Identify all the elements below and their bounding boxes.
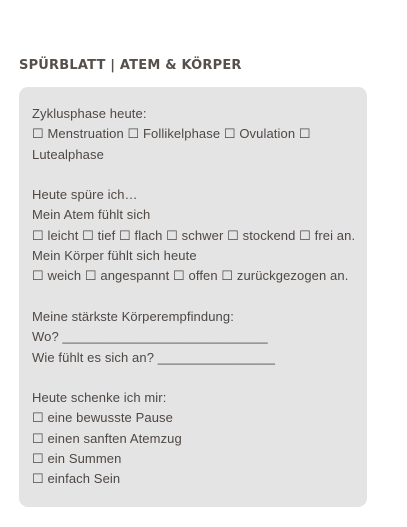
sheet-title: SPÜRBLATT | ATEM & KÖRPER (19, 58, 242, 73)
cycle-phase-label: Zyklusphase heute: (32, 106, 147, 121)
breath-options: ☐ leicht ☐ tief ☐ flach ☐ schwer ☐ stockend ☐ frei an. (32, 227, 356, 243)
spacer (32, 165, 355, 185)
gift-option-hum: ☐ ein Summen (32, 451, 122, 467)
cycle-phase-options: ☐ Menstruation ☐ Follikelphase ☐ Ovulation ☐ (32, 126, 311, 142)
gift-option-breath: ☐ einen sanften Atemzug (32, 430, 182, 446)
body-label: Mein Körper fühlt sich heute (32, 248, 197, 264)
gift-option-being: ☐ einfach Sein (32, 471, 121, 487)
body-options: ☐ weich ☐ angespannt ☐ offen ☐ zurückgezogen an. (32, 268, 349, 284)
gift-heading: Heute schenke ich mir: (32, 390, 167, 406)
today-feel-heading: Heute spüre ich… (32, 187, 138, 203)
sensation-heading: Meine stärkste Körperempfindung: (32, 308, 234, 324)
sensation-how-field: Wie fühlt es sich an? ________________ (32, 349, 276, 365)
gift-option-pause: ☐ eine bewusste Pause (32, 410, 173, 426)
spacer (32, 287, 355, 307)
worksheet-card (19, 87, 367, 507)
spacer (32, 368, 355, 388)
sensation-where-field: Wo? ____________________________ (32, 329, 268, 345)
cycle-phase-options-continued: Lutealphase (32, 146, 104, 162)
breath-label: Mein Atem fühlt sich (32, 207, 151, 223)
